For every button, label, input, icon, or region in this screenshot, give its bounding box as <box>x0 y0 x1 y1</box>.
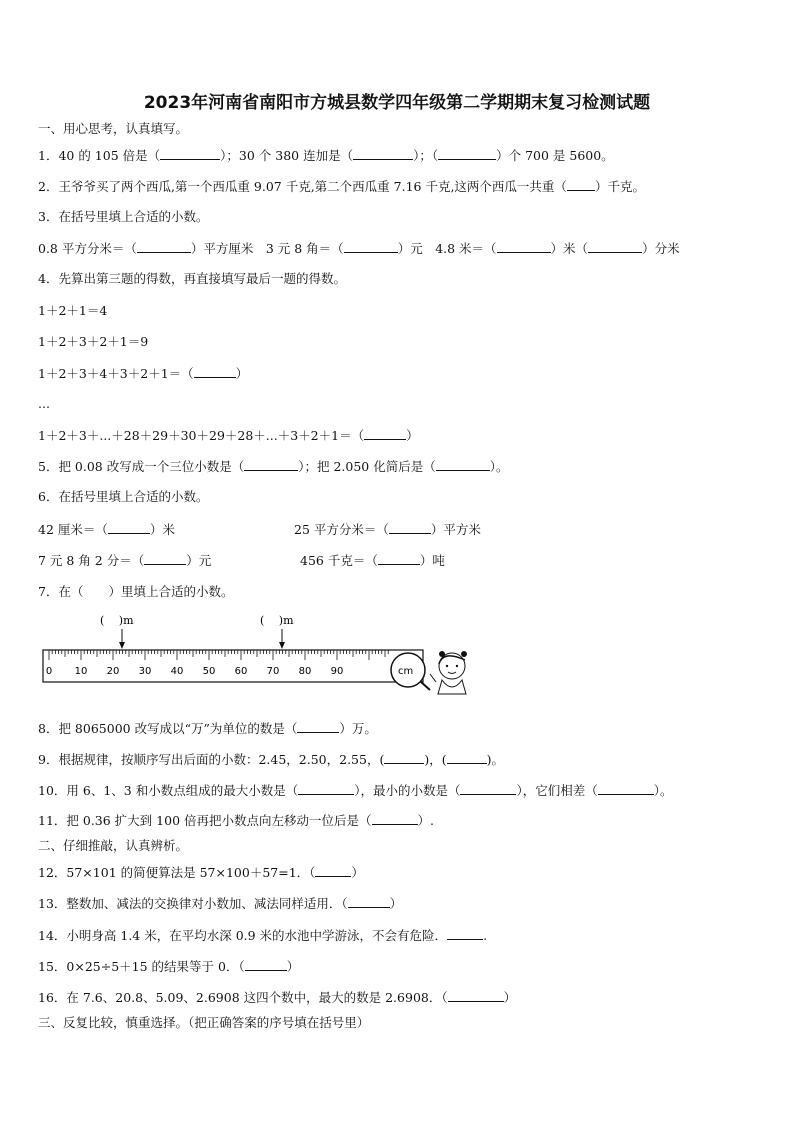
question-11: 11．把 0.36 扩大到 100 倍再把小数点向左移动一位后是（ ）. <box>38 813 434 828</box>
question-5: 5．把 0.08 改写成一个三位小数是（ ）；把 2.050 化简后是（ ）。 <box>38 459 509 474</box>
question-14: 14．小明身高 1.4 米，在平均水深 0.9 米的水池中学游泳，不会有危险． . <box>38 928 488 943</box>
answer-blank[interactable] <box>108 521 150 534</box>
answer-blank[interactable] <box>160 147 220 160</box>
answer-blank[interactable] <box>384 751 424 764</box>
answer-blank[interactable] <box>389 521 431 534</box>
q6-row-2-right: 456 千克＝（ ）吨 <box>300 553 445 568</box>
answer-blank[interactable] <box>194 365 236 378</box>
ruler-unit: cm <box>398 666 414 677</box>
answer-blank[interactable] <box>567 178 595 191</box>
question-16: 16．在 7.6、20.8、5.09、2.6908 这四个数中，最大的数是 2.6908．（ ） <box>38 990 517 1005</box>
ruler-tick-label: 30 <box>138 666 152 677</box>
q4-line-1: 1＋2＋1＝4 <box>38 303 108 318</box>
question-10: 10．用 6、1、3 和小数点组成的最大小数是（ ），最小的小数是（ ），它们相差（ ）。 <box>38 783 673 798</box>
answer-blank[interactable] <box>348 895 390 908</box>
answer-blank[interactable] <box>447 927 483 940</box>
ruler-arrowhead-2 <box>279 642 285 649</box>
ruler-figure <box>38 612 488 702</box>
q4-line-5: 1＋2＋3＋...＋28＋29＋30＋29＋28＋...＋3＋2＋1＝（ ） <box>38 428 419 443</box>
answer-blank[interactable] <box>144 552 186 565</box>
section-3-heading: 三、反复比较，慎重选择。（把正确答案的序号填在括号里） <box>38 1015 370 1030</box>
ruler-tick-label: 80 <box>298 666 312 677</box>
answer-blank[interactable] <box>460 782 516 795</box>
ruler-tick-label: 20 <box>106 666 120 677</box>
q4-line-3: 1＋2＋3＋4＋3＋2＋1＝（ ） <box>38 366 249 381</box>
section-1-heading: 一、用心思考，认真填写。 <box>38 121 189 136</box>
question-3-line: 0.8 平方分米＝（ ）平方厘米 3 元 8 角＝（ ）元 4.8 米＝（ ）米（ ）分米 <box>38 241 680 256</box>
answer-blank[interactable] <box>378 552 420 565</box>
answer-blank[interactable] <box>137 240 191 253</box>
ruler-tick-label: 70 <box>266 666 280 677</box>
ruler-tick-label: 90 <box>330 666 344 677</box>
magnifier-handle <box>421 682 430 690</box>
ruler-tick-label: 40 <box>170 666 184 677</box>
section-2-heading: 二、仔细推敲，认真辨析。 <box>38 838 189 853</box>
q6-row-1-right: 25 平方分米＝（ ）平方米 <box>294 522 481 537</box>
q4-line-2: 1＋2＋3＋2＋1＝9 <box>38 334 149 349</box>
ruler-tick-label: 60 <box>234 666 248 677</box>
ruler-arrowhead-1 <box>119 642 125 649</box>
answer-blank[interactable] <box>344 240 398 253</box>
question-1: 1．40 的 105 倍是（ ）；30 个 380 连加是（ ）；（ ）个 700 是 5600。 <box>38 148 614 163</box>
question-9: 9．根据规律，按顺序写出后面的小数：2.45，2.50，2.55，( )，( )。 <box>38 752 504 767</box>
question-8: 8．把 8065000 改写成以“万”为单位的数是（ ）万。 <box>38 721 377 736</box>
answer-blank[interactable] <box>447 751 487 764</box>
question-3: 3．在括号里填上合适的小数。 <box>38 209 209 224</box>
ruler-label-2: ( )m <box>260 614 294 627</box>
page-title: 2023年河南省南阳市方城县数学四年级第二学期期末复习检测试题 <box>143 93 651 113</box>
q6-row-2-left: 7 元 8 角 2 分＝（ ）元 <box>38 553 212 568</box>
question-7: 7．在（ ）里填上合适的小数。 <box>38 584 234 599</box>
q6-row-1-left: 42 厘米＝（ ）米 <box>38 522 175 537</box>
answer-blank[interactable] <box>372 812 418 825</box>
answer-blank[interactable] <box>245 958 287 971</box>
answer-blank[interactable] <box>448 989 504 1002</box>
answer-blank[interactable] <box>497 240 551 253</box>
answer-blank[interactable] <box>364 427 406 440</box>
answer-blank[interactable] <box>244 458 298 471</box>
answer-blank[interactable] <box>353 147 413 160</box>
ruler-body <box>43 650 423 682</box>
ruler-tick-label: 0 <box>45 666 53 677</box>
ruler-svg <box>38 612 488 702</box>
answer-blank[interactable] <box>438 147 496 160</box>
question-2: 2．王爷爷买了两个西瓜,第一个西瓜重 9.07 千克,第二个西瓜重 7.16 千克,这两个西瓜一共重（ ）千克。 <box>38 179 645 194</box>
answer-blank[interactable] <box>298 782 354 795</box>
question-12: 12．57×101 的简便算法是 57×100＋57=1．（ ） <box>38 865 364 880</box>
question-15: 15．0×25÷5＋15 的结果等于 0．（ ） <box>38 959 300 974</box>
answer-blank[interactable] <box>598 782 654 795</box>
answer-blank[interactable] <box>297 720 339 733</box>
question-13: 13．整数加、减法的交换律对小数加、减法同样适用．（ ） <box>38 896 403 911</box>
girl-illustration <box>430 651 467 694</box>
question-6: 6．在括号里填上合适的小数。 <box>38 489 209 504</box>
answer-blank[interactable] <box>315 864 351 877</box>
question-4: 4．先算出第三题的得数，再直接填写最后一题的得数。 <box>38 271 346 286</box>
ruler-label-1: ( )m <box>100 614 134 627</box>
ruler-tick-label: 10 <box>74 666 88 677</box>
ruler-tick-label: 50 <box>202 666 216 677</box>
answer-blank[interactable] <box>588 240 642 253</box>
answer-blank[interactable] <box>436 458 490 471</box>
q4-line-ellipsis: ... <box>38 396 50 411</box>
